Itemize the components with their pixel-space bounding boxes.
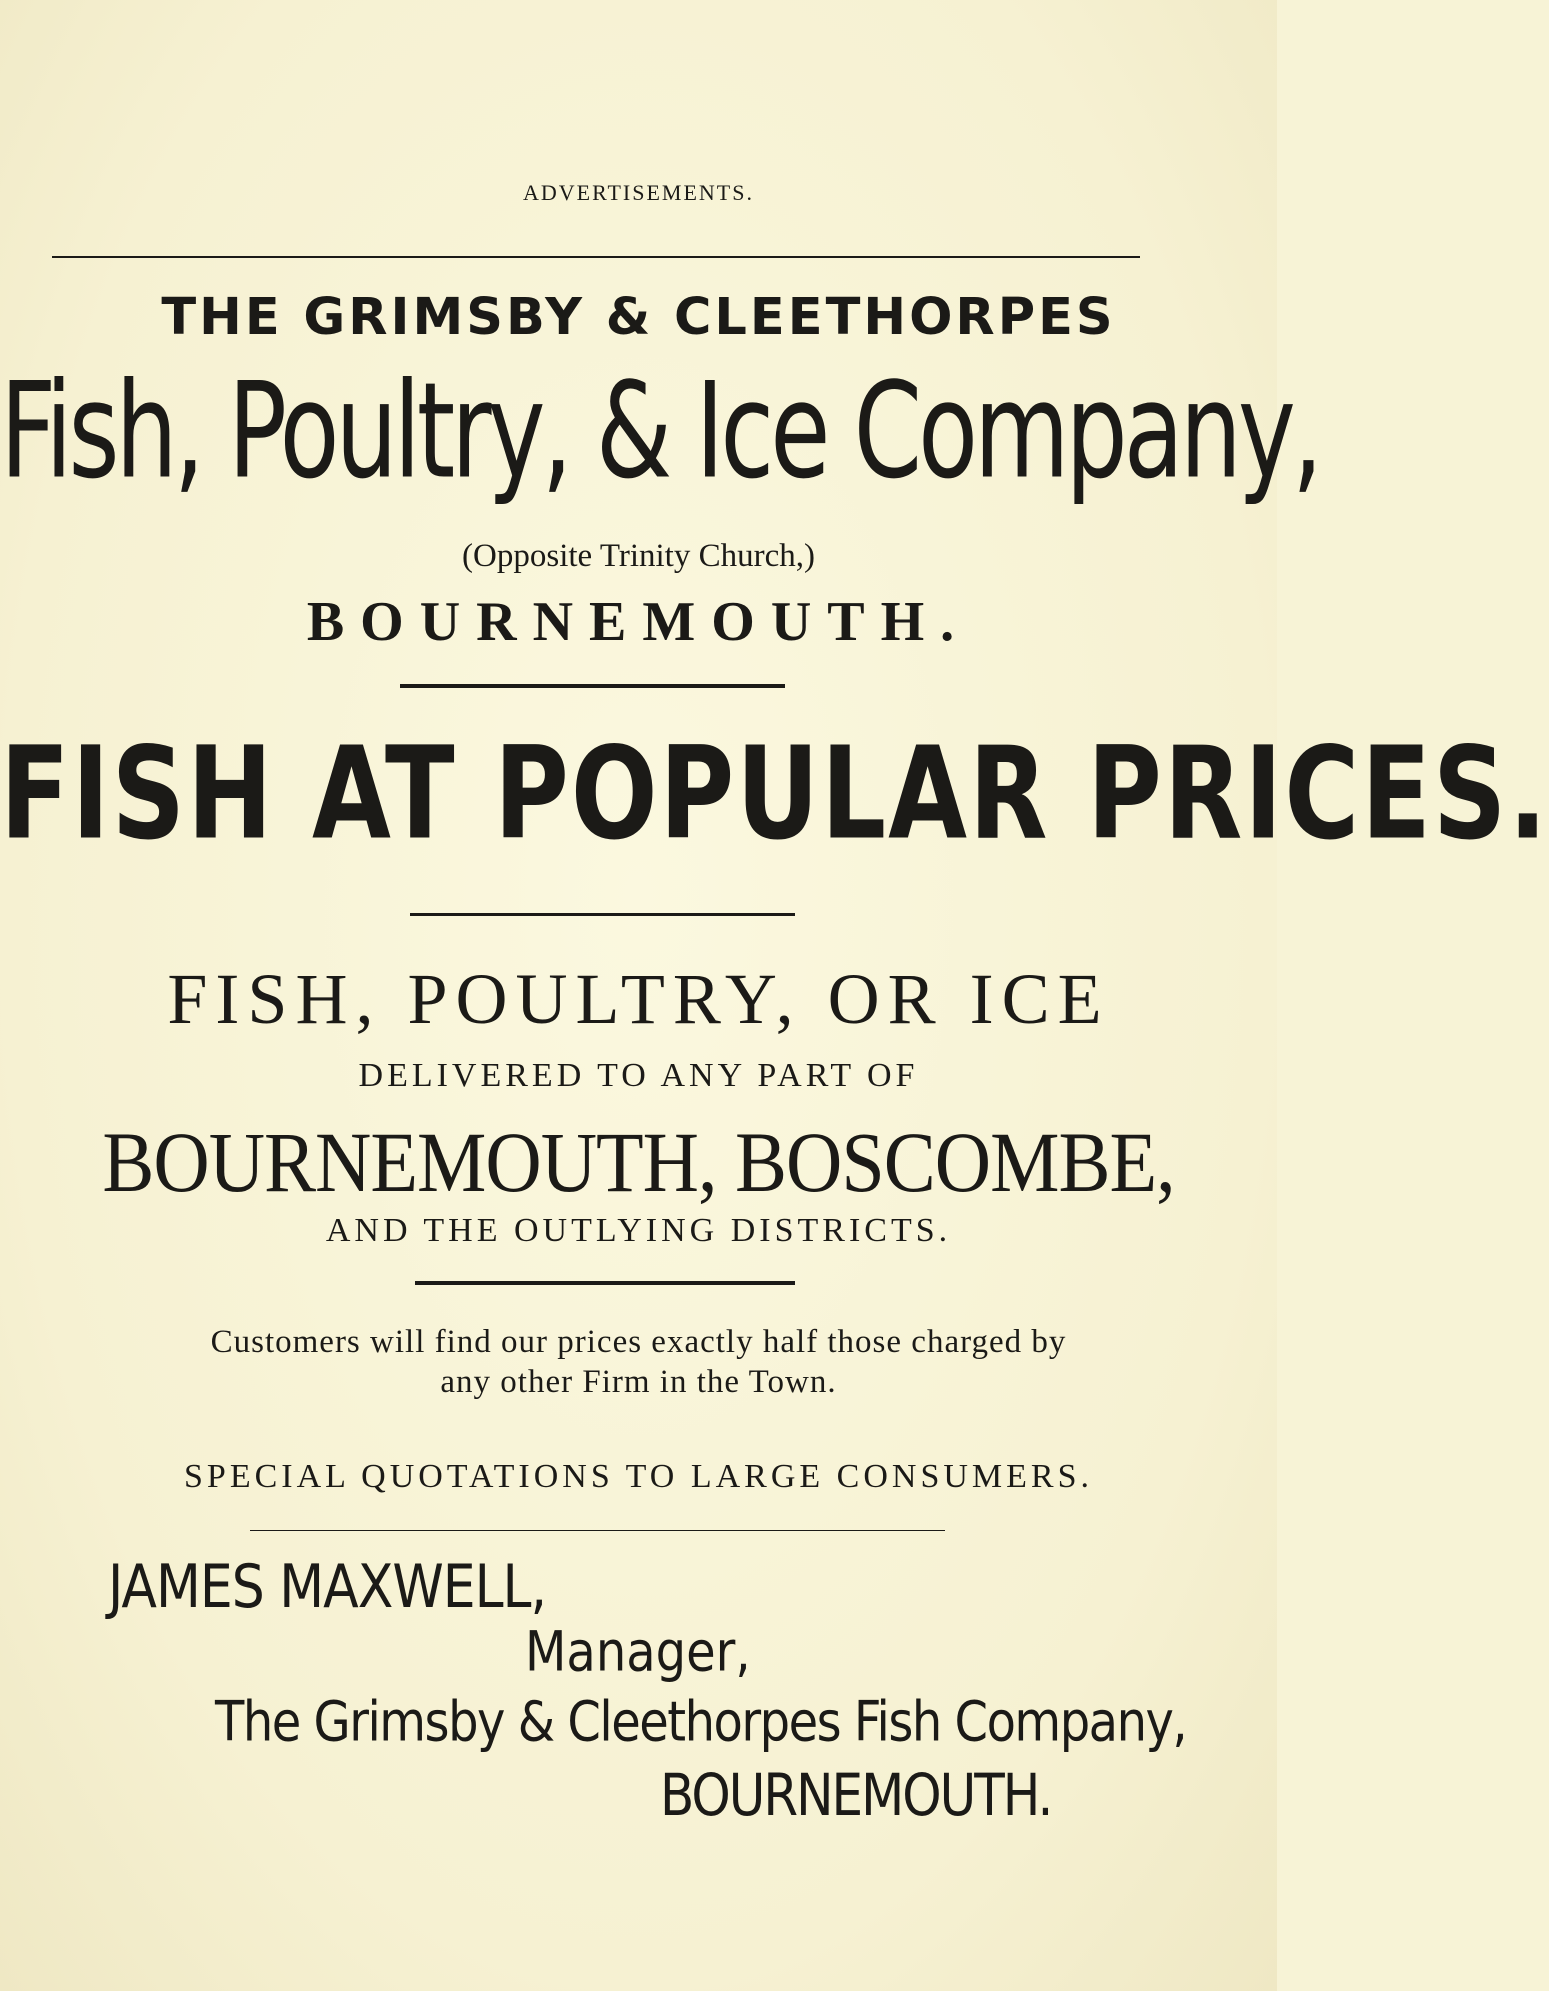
customers-line-1: Customers will find our prices exactly half those charged by	[210, 1324, 1067, 1360]
location-note: (Opposite Trinity Church,)	[462, 538, 815, 574]
delivery-line: DELIVERED TO ANY PART OF	[358, 1057, 919, 1094]
headline: FISH AT POPULAR PRICES.	[0, 720, 1549, 869]
signatory-company: The Grimsby & Cleethorpes Fish Company,	[215, 1690, 1187, 1755]
signatory-town: BOURNEMOUTH.	[660, 1762, 1052, 1829]
customers-line-2: any other Firm in the Town.	[440, 1364, 837, 1400]
divider-rule-4	[250, 1530, 945, 1531]
special-quotations: SPECIAL QUOTATIONS TO LARGE CONSUMERS.	[184, 1458, 1093, 1495]
outlying-line: AND THE OUTLYING DISTRICTS.	[325, 1212, 952, 1249]
areas-line: BOURNEMOUTH, BOSCOMBE,	[102, 1114, 1175, 1210]
divider-rule-1	[400, 684, 785, 688]
divider-rule-3	[415, 1281, 795, 1285]
divider-rule-2	[410, 913, 795, 916]
products-line: FISH, POULTRY, OR ICE	[167, 959, 1110, 1039]
page-header: ADVERTISEMENTS.	[523, 180, 754, 205]
top-rule	[52, 256, 1140, 258]
company-line: THE GRIMSBY & CLEETHORPES	[161, 288, 1116, 347]
town-heading: BOURNEMOUTH.	[306, 591, 971, 653]
company-name: Fish, Poultry, & Ice Company,	[0, 355, 1320, 509]
signatory-name: JAMES MAXWELL,	[108, 1553, 547, 1622]
signatory-title: Manager,	[525, 1620, 751, 1685]
